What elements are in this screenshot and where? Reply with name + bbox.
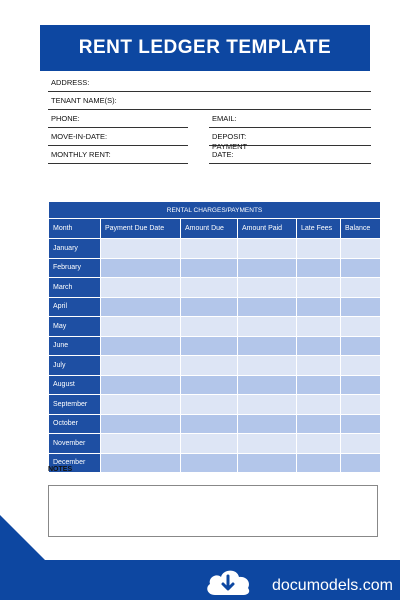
ledger-cell[interactable] (238, 258, 297, 278)
notes-box[interactable] (48, 485, 378, 537)
month-cell: March (49, 278, 101, 298)
table-row (49, 434, 381, 454)
ledger-cell[interactable] (181, 239, 238, 259)
deposit-field[interactable]: DEPOSIT: (209, 130, 371, 146)
table-row (49, 375, 381, 395)
ledger-cell[interactable] (297, 317, 341, 337)
ledger-cell[interactable] (297, 258, 341, 278)
ledger-cell[interactable] (101, 434, 181, 454)
ledger-cell[interactable] (181, 395, 238, 415)
ledger-cell[interactable] (101, 375, 181, 395)
notes-label: NOTES (48, 466, 73, 473)
ledger-cell[interactable] (341, 278, 381, 298)
month-cell: April (49, 297, 101, 317)
tenant-name-field[interactable]: TENANT NAME(S): (48, 94, 371, 110)
email-field[interactable]: EMAIL: (209, 112, 371, 128)
address-field[interactable]: ADDRESS: (48, 76, 371, 92)
ledger-cell[interactable] (341, 239, 381, 259)
ledger-cell[interactable] (101, 258, 181, 278)
payment-date-label-line1: PAYMENT (212, 142, 248, 151)
table-row (49, 395, 381, 415)
ledger-cell[interactable] (238, 453, 297, 473)
column-header-late-fees: Late Fees (297, 219, 341, 239)
ledger-cell[interactable] (238, 356, 297, 376)
ledger-cell[interactable] (181, 356, 238, 376)
column-header-balance: Balance (341, 219, 381, 239)
month-cell: September (49, 395, 101, 415)
ledger-cell[interactable] (341, 258, 381, 278)
month-cell: October (49, 414, 101, 434)
ledger-cell[interactable] (297, 278, 341, 298)
column-header-amount-paid: Amount Paid (238, 219, 297, 239)
month-cell: August (49, 375, 101, 395)
ledger-cell[interactable] (297, 395, 341, 415)
ledger-cell[interactable] (297, 239, 341, 259)
month-cell: December (49, 453, 101, 473)
ledger-cell[interactable] (297, 297, 341, 317)
column-header-amount-due: Amount Due (181, 219, 238, 239)
ledger-cell[interactable] (181, 375, 238, 395)
month-cell: November (49, 434, 101, 454)
brand-name: documodels.com (272, 577, 393, 594)
ledger-cell[interactable] (341, 317, 381, 337)
ledger-cell[interactable] (101, 278, 181, 298)
ledger-cell[interactable] (238, 395, 297, 415)
table-row (49, 414, 381, 434)
ledger-cell[interactable] (297, 414, 341, 434)
ledger-cell[interactable] (181, 414, 238, 434)
ledger-cell[interactable] (341, 356, 381, 376)
table-row (49, 317, 381, 337)
ledger-cell[interactable] (101, 453, 181, 473)
ledger-cell[interactable] (297, 434, 341, 454)
ledger-cell[interactable] (297, 356, 341, 376)
ledger-cell[interactable] (181, 434, 238, 454)
ledger-cell[interactable] (101, 336, 181, 356)
ledger-cell[interactable] (181, 278, 238, 298)
corner-triangle (0, 515, 60, 561)
table-row (49, 453, 381, 473)
move-in-date-field[interactable]: MOVE-IN-DATE: (48, 130, 188, 146)
ledger-cell[interactable] (101, 297, 181, 317)
column-header-payment-due-date: Payment Due Date (101, 219, 181, 239)
ledger-cell[interactable] (238, 336, 297, 356)
ledger-cell[interactable] (297, 453, 341, 473)
ledger-cell[interactable] (238, 375, 297, 395)
table-row (49, 297, 381, 317)
rental-charges-table (48, 201, 380, 473)
ledger-cell[interactable] (238, 434, 297, 454)
ledger-cell[interactable] (101, 414, 181, 434)
ledger-cell[interactable] (341, 375, 381, 395)
payment-date-field[interactable] (209, 142, 371, 164)
cloud-download-icon (203, 565, 253, 599)
ledger-cell[interactable] (181, 297, 238, 317)
table-row (49, 356, 381, 376)
ledger-cell[interactable] (341, 336, 381, 356)
table-row (49, 239, 381, 259)
month-cell: January (49, 239, 101, 259)
ledger-cell[interactable] (181, 336, 238, 356)
month-cell: February (49, 258, 101, 278)
ledger-cell[interactable] (297, 375, 341, 395)
ledger-cell[interactable] (101, 317, 181, 337)
ledger-cell[interactable] (238, 317, 297, 337)
ledger-cell[interactable] (341, 414, 381, 434)
ledger-cell[interactable] (238, 297, 297, 317)
ledger-cell[interactable] (341, 395, 381, 415)
page-title: RENT LEDGER TEMPLATE (40, 25, 370, 71)
ledger-cell[interactable] (181, 453, 238, 473)
month-cell: May (49, 317, 101, 337)
phone-field[interactable]: PHONE: (48, 112, 188, 128)
month-cell: July (49, 356, 101, 376)
ledger-cell[interactable] (341, 434, 381, 454)
monthly-rent-field[interactable]: MONTHLY RENT: (48, 148, 188, 164)
ledger-cell[interactable] (181, 317, 238, 337)
table-row (49, 336, 381, 356)
table-row (49, 258, 381, 278)
payment-date-label-line2: DATE: (212, 150, 234, 159)
ledger-cell[interactable] (181, 258, 238, 278)
table-title: RENTAL CHARGES/PAYMENTS (49, 202, 381, 219)
ledger-cell[interactable] (341, 297, 381, 317)
ledger-cell[interactable] (341, 453, 381, 473)
ledger-cell[interactable] (101, 239, 181, 259)
ledger-cell[interactable] (101, 395, 181, 415)
column-header-month: Month (49, 219, 101, 239)
table-row (49, 278, 381, 298)
ledger-cell[interactable] (238, 278, 297, 298)
ledger-cell[interactable] (238, 239, 297, 259)
ledger-cell[interactable] (101, 356, 181, 376)
ledger-cell[interactable] (297, 336, 341, 356)
month-cell: June (49, 336, 101, 356)
ledger-cell[interactable] (238, 414, 297, 434)
